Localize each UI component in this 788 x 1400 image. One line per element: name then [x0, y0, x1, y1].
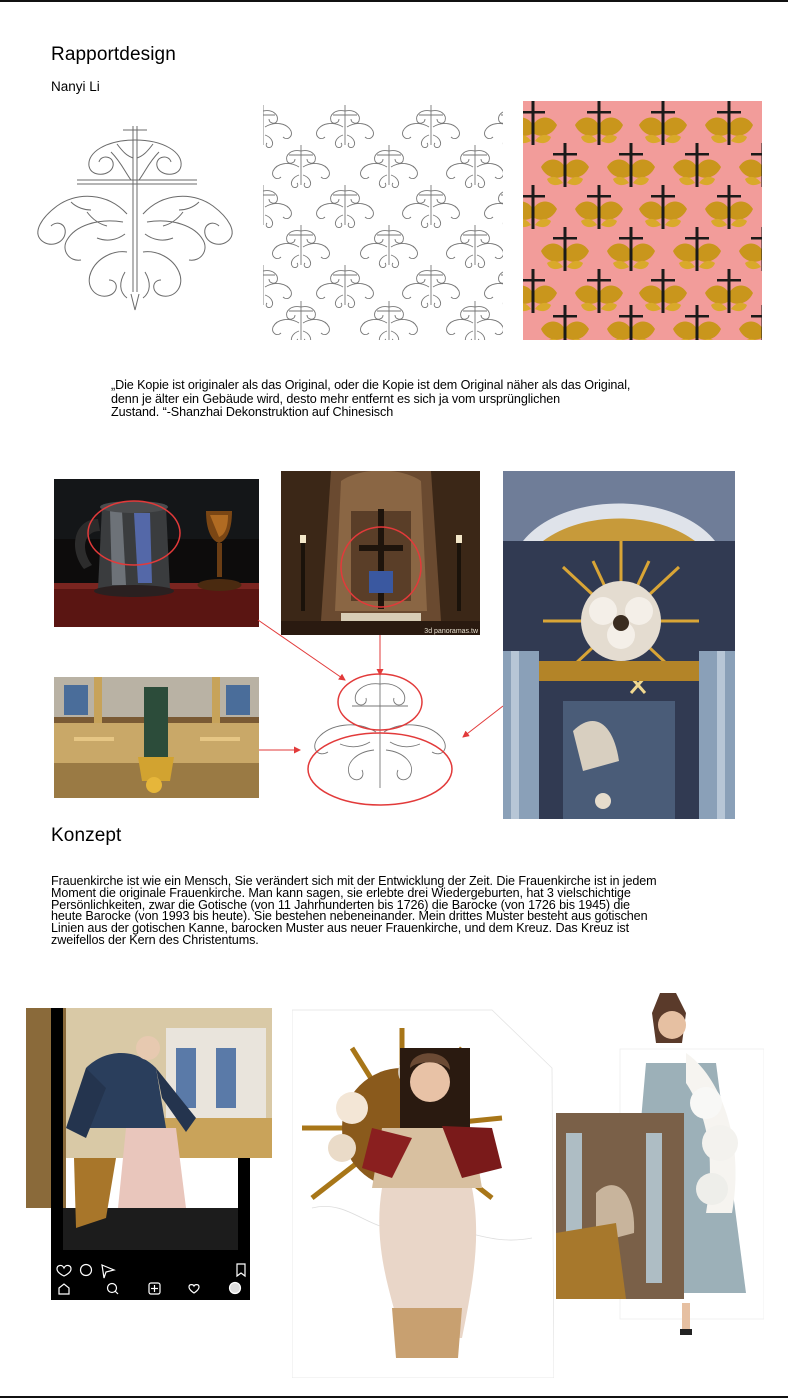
konzept-line: Moment die originale Frauenkirche. Man kann sagen, sie erlebte drei Wiedergeburten, hat 3 vielschichtige — [51, 885, 631, 900]
document-title: Rapportdesign — [51, 44, 176, 65]
konzept-line: Frauenkirche ist wie ein Mensch, Sie verändert sich mit der Entwicklung der Zeit. Die Frauenkirche ist in jedem — [51, 874, 657, 888]
konzept-paragraph — [51, 876, 751, 947]
heart-icon — [54, 1260, 74, 1280]
phone-app-bar — [54, 1260, 250, 1300]
quote-line: „Die Kopie ist originaler als das Original, oder die Kopie ist dem Original näher als das Original, — [111, 378, 631, 392]
konzept-line: heute Barocke (von 1993 bis heute). Sie bestehen nebeneinander. Mein drittes Muster besteht aus gotischen — [51, 909, 648, 924]
konzept-line: Linien aus der gotischen Kanne, barocken Muster aus neuer Frauenkirche, und dem Kreuz. Das Kreuz ist — [51, 921, 630, 936]
quote-line: Zustand. “-Shanzhai Dekonstruktion auf Chinesisch — [111, 405, 394, 420]
author-name: Nanyi Li — [51, 79, 100, 94]
collage-fashion-model — [556, 993, 764, 1343]
ornament-motif-drawing — [27, 122, 247, 318]
konzept-heading: Konzept — [51, 825, 122, 846]
search-icon — [102, 1280, 122, 1300]
home-icon — [54, 1280, 74, 1300]
colored-pattern-repeat — [523, 101, 762, 340]
activity-heart-icon — [184, 1280, 204, 1300]
quote-block — [111, 379, 711, 420]
collage-phone-mockup — [26, 1008, 272, 1300]
comment-icon — [78, 1260, 98, 1280]
collage-sunburst-portrait — [292, 1008, 554, 1378]
bottom-rule — [0, 1396, 788, 1398]
konzept-line: Persönlichkeiten, zwar die Gotische (von 11 Jahrhunderten bis 1726) die Barocke (von 1726 bis 1945) die — [51, 897, 630, 912]
konzept-line: zweifellos der Kern des Christentums. — [51, 932, 259, 947]
add-post-icon — [144, 1280, 164, 1300]
baroque-sunburst-altar-photo — [503, 471, 735, 819]
send-icon — [100, 1260, 120, 1280]
ornament-pattern-repeat — [263, 101, 503, 340]
profile-icon — [226, 1280, 246, 1300]
photo-credit: 3d panoramas.tw — [424, 628, 478, 635]
top-rule — [0, 0, 788, 2]
quote-line: denn je älter ein Gebäude wird, desto mehr entfernt es sich ja vom ursprünglichen — [111, 391, 561, 406]
bookmark-icon — [232, 1260, 250, 1280]
